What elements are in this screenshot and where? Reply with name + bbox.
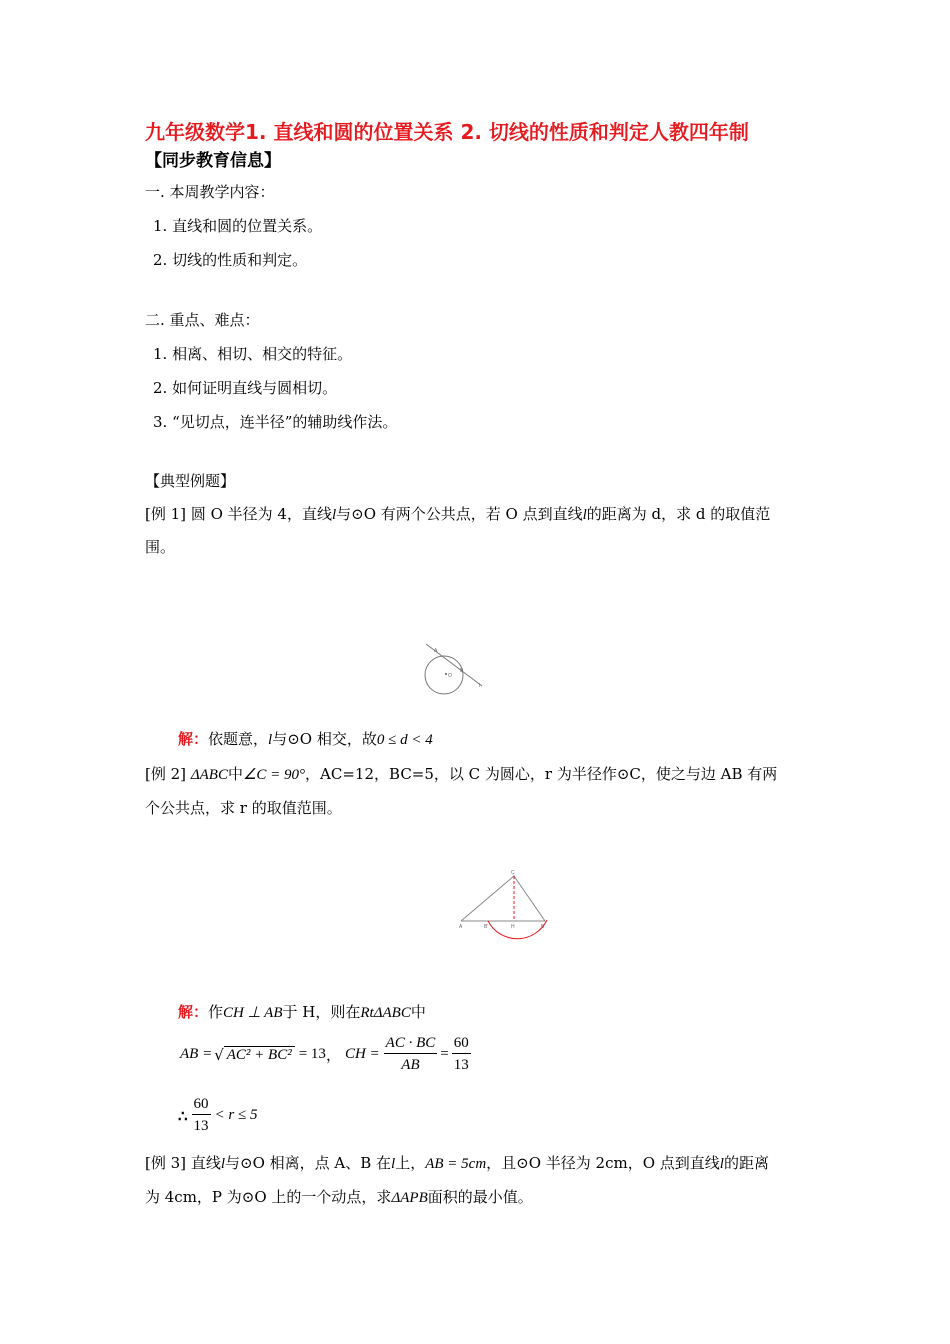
solution-label: 解： (178, 730, 209, 748)
fraction-ac-bc-over-ab (384, 1033, 438, 1076)
equals-sign: = (440, 1046, 449, 1062)
solution-label: 解： (178, 1003, 209, 1021)
section-header: 【同步教育信息】 (145, 151, 281, 171)
angle-c: ∠C = 90° (242, 767, 306, 783)
label-b-prime: B' (484, 924, 489, 930)
label-b: B (541, 924, 545, 930)
therefore-symbol: ∴ (178, 1106, 188, 1125)
example2-sol-a: 作 (208, 1003, 224, 1021)
fraction-60-13 (192, 1094, 211, 1137)
section1-item-1: 1. 直线和圆的位置关系。 (153, 217, 323, 235)
frac-denominator: 13 (193, 1118, 209, 1134)
label-b: B (460, 668, 464, 674)
fraction-60-13 (452, 1033, 471, 1076)
label-o: O (448, 673, 452, 679)
example2-label: [例 2] (145, 765, 187, 783)
example2-question (145, 763, 777, 784)
rt-triangle: RtΔABC (360, 1005, 411, 1021)
example1-text-c: 的距离为 d，求 d 的取值范 (586, 505, 771, 523)
example1-text-b: 与⊙O 有两个公共点，若 O 点到直线 (336, 505, 583, 523)
eq-13: = 13 (298, 1046, 326, 1062)
example2-sol-b: 于 H，则在 (282, 1003, 361, 1021)
triangle-abc: ΔABC (190, 767, 228, 783)
label-l: l (479, 683, 481, 689)
section1-item-2: 2. 切线的性质和判定。 (153, 251, 308, 269)
example1-solution-a: 依题意， (208, 730, 269, 748)
line-l-symbol: l (391, 1156, 396, 1172)
triangle-apb: ΔAPB (391, 1190, 428, 1206)
example1-solution (178, 728, 433, 749)
example1-figure (420, 640, 490, 700)
example2-text-a: 中 (227, 765, 243, 783)
center-o (445, 673, 447, 675)
comma: ， (325, 1046, 341, 1064)
example2-text-b: ，AC=12，BC=5，以 C 为圆心，r 为半径作⊙C，使之与边 AB 有两 (305, 765, 778, 783)
example3-text-b: 与⊙O 相离，点 A、B 在 (225, 1154, 392, 1172)
label-a: A (459, 924, 463, 930)
example3-question-line2 (145, 1186, 533, 1207)
example3-label: [例 3] (145, 1154, 187, 1172)
sqrt-inner: AC² + BC² (224, 1046, 295, 1064)
examples-heading: 【典型例题】 (145, 472, 236, 490)
example1-question (145, 503, 770, 524)
triangle-abc-shape (461, 876, 545, 921)
line-l-symbol: l (268, 732, 273, 748)
section2-item-1: 1. 相离、相切、相交的特征。 (153, 345, 353, 363)
example2-solution (178, 1001, 426, 1022)
label-c: C (511, 870, 515, 876)
ch-perp-ab: CH ⊥ AB (223, 1005, 283, 1021)
frac-numerator: 60 (452, 1033, 471, 1054)
circle-o (425, 656, 463, 694)
section2-item-3: 3. “见切点，连半径”的辅助线作法。 (153, 413, 398, 431)
example2-calculation (180, 1033, 471, 1076)
example2-range (178, 1094, 258, 1137)
example3-text-e: 的距离 (723, 1154, 769, 1172)
section2-heading: 二. 重点、难点： (145, 311, 260, 329)
example1-question-line2: 围。 (145, 538, 176, 556)
line-l-symbol: l (220, 1156, 225, 1172)
example2-figure (455, 868, 555, 940)
section1-heading: 一. 本周教学内容： (145, 183, 275, 201)
sqrt-sign: √ (214, 1045, 224, 1064)
line-l-symbol: l (331, 507, 337, 523)
label-h: H (511, 924, 515, 930)
ch-equals: CH = (344, 1046, 380, 1062)
section2-item-2: 2. 如何证明直线与圆相切。 (153, 379, 338, 397)
example3-line2-b: 面积的最小值。 (427, 1188, 533, 1206)
page-title: 九年级数学1. 直线和圆的位置关系 2. 切线的性质和判定人教四年制 (145, 120, 749, 144)
example3-question (145, 1152, 769, 1173)
example3-line2-a: 为 4cm，P 为⊙O 上的一个动点，求 (145, 1188, 392, 1206)
ab-length: AB = 5cm (425, 1156, 487, 1172)
example3-text-d: ，且⊙O 半径为 2cm，O 点到直线 (486, 1154, 720, 1172)
line-l-symbol: l (582, 507, 587, 523)
frac-denominator: AB (401, 1057, 420, 1073)
example1-solution-b: 与⊙O 相交，故 (272, 730, 377, 748)
example1-text-a: 圆 O 半径为 4，直线 (190, 505, 332, 523)
frac-numerator: 60 (192, 1094, 211, 1115)
line-l-symbol: l (719, 1156, 724, 1172)
example3-text-c: 上， (395, 1154, 426, 1172)
frac-numerator: AC · BC (384, 1033, 438, 1054)
frac-denominator: 13 (453, 1057, 469, 1073)
arc-c (488, 920, 547, 939)
example2-sol-c: 中 (410, 1003, 426, 1021)
example2-question-line2: 个公共点，求 r 的取值范围。 (145, 799, 342, 817)
example1-solution-math: 0 ≤ d < 4 (376, 732, 433, 748)
label-a: A (434, 648, 438, 654)
ab-equals: AB = (180, 1046, 213, 1062)
example3-text-a: 直线 (190, 1154, 221, 1172)
range-rest: < r ≤ 5 (214, 1107, 258, 1123)
example1-label: [例 1] (145, 505, 187, 523)
